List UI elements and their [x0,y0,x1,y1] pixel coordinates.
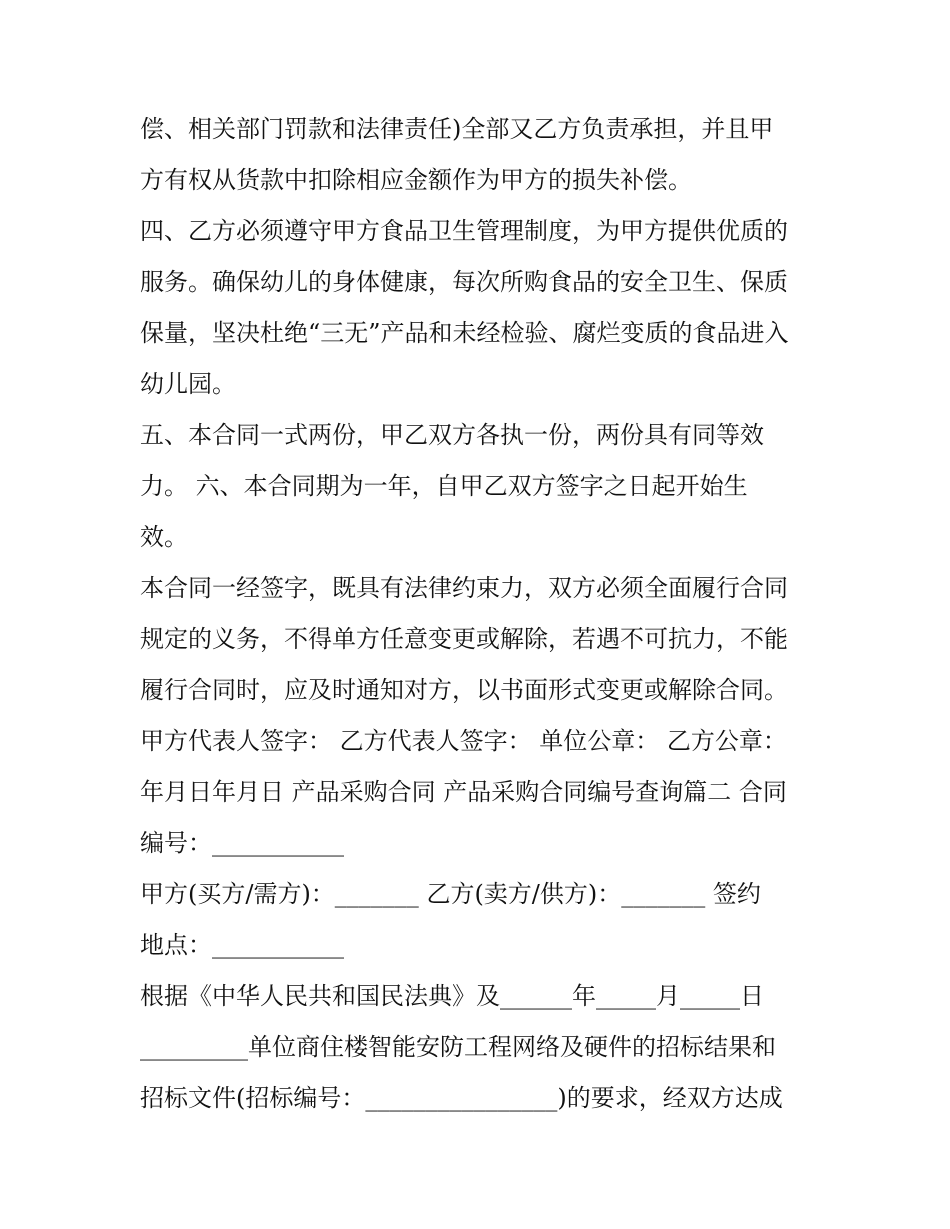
text-line: 招标文件(招标编号：________________)的要求，经双方达成 [140,1084,783,1112]
text-line: 履行合同时，应及时通知对方，以书面形式变更或解除合同。 [140,676,788,704]
text-line: 根据《中华人民共和国民法典》及______年_____月_____日 [140,982,764,1010]
text-line: 幼儿园。 [140,370,236,398]
text-line: 服务。确保幼儿的身体健康，每次所购食品的安全卫生、保质 [140,268,788,296]
text-line: 偿、相关部门罚款和法律责任)全部又乙方负责承担，并且甲 [140,115,774,143]
contract-number-line: 编号：___________ [140,829,344,857]
parties-line: 甲方(买方/需方)：_______ 乙方(卖方/供方)：_______ 签约 [140,880,761,908]
text-line: 力。 六、本合同期为一年，自甲乙双方签字之日起开始生 [140,472,748,500]
text-line: 保量，坚决杜绝“三无”产品和未经检验、腐烂变质的食品进入 [140,319,789,347]
signature-line: 甲方代表人签字： 乙方代表人签字： 单位公章： 乙方公章： [140,727,787,755]
text-line: 四、乙方必须遵守甲方食品卫生管理制度，为甲方提供优质的 [140,217,788,245]
text-line: 本合同一经签字，既具有法律约束力，双方必须全面履行合同 [140,574,788,602]
text-line: 年月日年月日 产品采购合同 产品采购合同编号查询篇二 合同 [140,778,787,806]
text-line: 规定的义务，不得单方任意变更或解除，若遇不可抗力，不能 [140,625,788,653]
text-line: 五、本合同一式两份，甲乙双方各执一份，两份具有同等效 [140,421,764,449]
signing-location-line: 地点：___________ [140,931,344,959]
text-line: 方有权从货款中扣除相应金额作为甲方的损失补偿。 [140,166,692,194]
text-line: _________单位商住楼智能安防工程网络及硬件的招标结果和 [140,1033,776,1061]
text-line: 效。 [140,523,188,551]
contract-body-text [140,104,830,1124]
